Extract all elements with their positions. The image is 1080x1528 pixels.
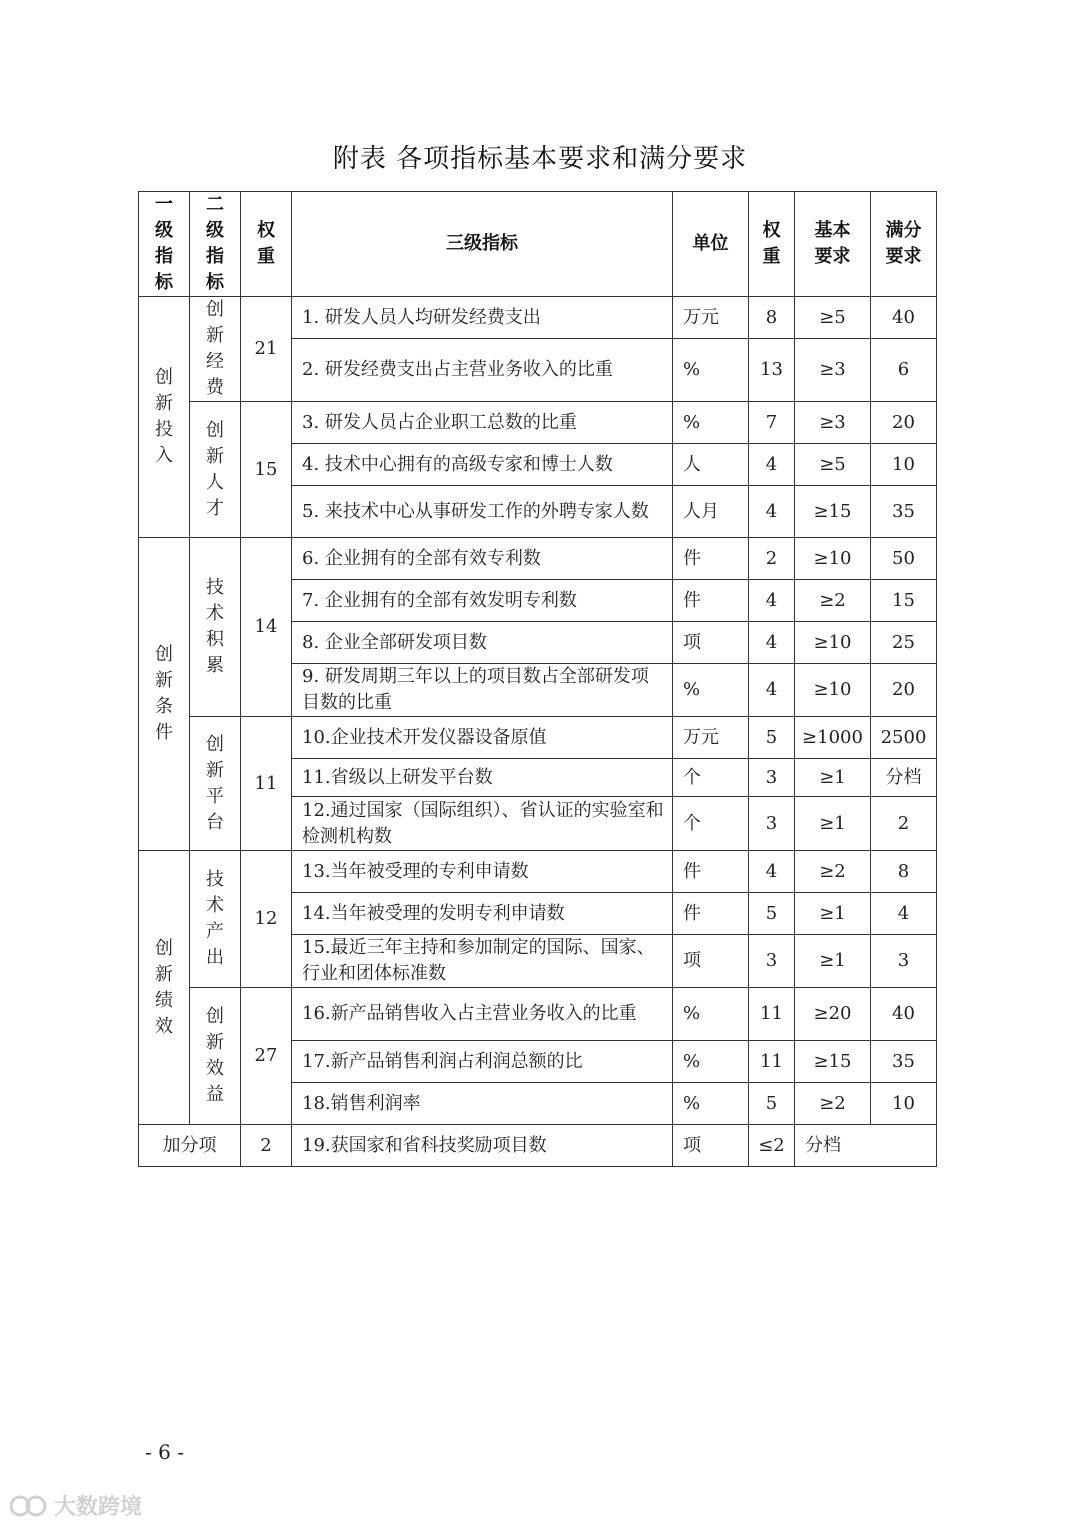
indicator-cell: 18.销售利润率 (292, 1083, 673, 1125)
indicator-cell: 19.获国家和省科技奖励项目数 (292, 1125, 673, 1167)
full-value: 40 (871, 297, 937, 339)
header-level3: 三级指标 (292, 192, 673, 297)
basic-value: ≥15 (795, 1041, 871, 1083)
full-value: 20 (871, 402, 937, 444)
level2-cell: 技术产出 (190, 851, 241, 988)
indicator-cell: 8. 企业全部研发项目数 (292, 622, 673, 664)
unit-cell: % (673, 402, 749, 444)
level2-cell: 技术积累 (190, 538, 241, 717)
watermark-logo-icon (10, 1493, 50, 1519)
unit-cell: 人月 (673, 486, 749, 538)
indicator-table (138, 191, 937, 1167)
weight-cell: 21 (241, 297, 292, 402)
watermark (10, 1490, 142, 1521)
weight-value: 4 (749, 444, 795, 486)
indicator-cell: 14.当年被受理的发明专利申请数 (292, 893, 673, 935)
weight-value: 3 (749, 935, 795, 988)
table-row (139, 538, 937, 580)
unit-cell: 项 (673, 935, 749, 988)
weight-value: 3 (749, 759, 795, 797)
full-value: 40 (871, 988, 937, 1041)
indicator-cell: 13.当年被受理的专利申请数 (292, 851, 673, 893)
basic-value: ≥2 (795, 580, 871, 622)
unit-cell: % (673, 1083, 749, 1125)
unit-cell: % (673, 664, 749, 717)
weight-cell: 14 (241, 538, 292, 717)
full-value: 35 (871, 1041, 937, 1083)
unit-cell: 件 (673, 580, 749, 622)
weight-value: 11 (749, 1041, 795, 1083)
basic-value: ≥20 (795, 988, 871, 1041)
weight-value: 3 (749, 797, 795, 851)
level1-cell: 创新投入 (139, 297, 190, 538)
level1-cell: 创新条件 (139, 538, 190, 851)
indicator-cell: 10.企业技术开发仪器设备原值 (292, 717, 673, 759)
table-row (139, 988, 937, 1041)
basic-value: ≥10 (795, 664, 871, 717)
header-level2: 二级指标 (190, 192, 241, 297)
weight-value: 8 (749, 297, 795, 339)
weight-value: 4 (749, 664, 795, 717)
full-value: 20 (871, 664, 937, 717)
weight-cell: 12 (241, 851, 292, 988)
basic-value: 分档 (795, 1125, 937, 1167)
basic-value: ≥2 (795, 1083, 871, 1125)
full-value: 8 (871, 851, 937, 893)
page-title: 附表 各项指标基本要求和满分要求 (332, 144, 748, 174)
full-value: 6 (871, 339, 937, 402)
weight-value: 4 (749, 486, 795, 538)
unit-cell: % (673, 1041, 749, 1083)
indicator-cell: 9. 研发周期三年以上的项目数占全部研发项目数的比重 (292, 664, 673, 717)
level2-cell: 创新效益 (190, 988, 241, 1125)
indicator-cell: 11.省级以上研发平台数 (292, 759, 673, 797)
header-row (139, 192, 937, 297)
unit-cell: 个 (673, 759, 749, 797)
indicator-cell: 3. 研发人员占企业职工总数的比重 (292, 402, 673, 444)
level2-cell: 创新人才 (190, 402, 241, 538)
unit-cell: 项 (673, 622, 749, 664)
unit-cell: 项 (673, 1125, 749, 1167)
indicator-cell: 2. 研发经费支出占主营业务收入的比重 (292, 339, 673, 402)
unit-cell: 万元 (673, 717, 749, 759)
basic-value: ≥10 (795, 622, 871, 664)
full-value: 15 (871, 580, 937, 622)
full-value: 2500 (871, 717, 937, 759)
table-row (139, 717, 937, 759)
weight-value: 11 (749, 988, 795, 1041)
full-value: 10 (871, 1083, 937, 1125)
weight-cell: 27 (241, 988, 292, 1125)
full-value: 4 (871, 893, 937, 935)
basic-value: ≥1 (795, 797, 871, 851)
indicator-cell: 5. 来技术中心从事研发工作的外聘专家人数 (292, 486, 673, 538)
table-row (139, 851, 937, 893)
indicator-cell: 15.最近三年主持和参加制定的国际、国家、行业和团体标准数 (292, 935, 673, 988)
table-row (139, 402, 937, 444)
weight-value: 5 (749, 893, 795, 935)
indicator-cell: 6. 企业拥有的全部有效专利数 (292, 538, 673, 580)
unit-cell: 个 (673, 797, 749, 851)
level2-cell: 创新平台 (190, 717, 241, 851)
weight-value: 13 (749, 339, 795, 402)
weight-value: 4 (749, 622, 795, 664)
full-value: 3 (871, 935, 937, 988)
basic-value: ≥1 (795, 759, 871, 797)
basic-value: ≥3 (795, 402, 871, 444)
header-full: 满分要求 (871, 192, 937, 297)
indicator-cell: 17.新产品销售利润占利润总额的比 (292, 1041, 673, 1083)
unit-cell: 万元 (673, 297, 749, 339)
indicator-cell: 16.新产品销售收入占主营业务收入的比重 (292, 988, 673, 1041)
bonus-row (139, 1125, 937, 1167)
basic-value: ≥5 (795, 444, 871, 486)
weight-value: 2 (749, 538, 795, 580)
basic-value: ≥5 (795, 297, 871, 339)
basic-value: ≥1000 (795, 717, 871, 759)
header-unit: 单位 (673, 192, 749, 297)
basic-value: ≥10 (795, 538, 871, 580)
weight-value: 4 (749, 580, 795, 622)
header-basic: 基本要求 (795, 192, 871, 297)
weight-value: 7 (749, 402, 795, 444)
full-value: 50 (871, 538, 937, 580)
weight-cell: 15 (241, 402, 292, 538)
unit-cell: 件 (673, 893, 749, 935)
weight-cell: 11 (241, 717, 292, 851)
unit-cell: 人 (673, 444, 749, 486)
full-value: 2 (871, 797, 937, 851)
page-number: - 6 - (145, 1440, 184, 1464)
indicator-cell: 12.通过国家（国际组织）、省认证的实验室和检测机构数 (292, 797, 673, 851)
header-level1: 一级指标 (139, 192, 190, 297)
basic-value: ≥1 (795, 893, 871, 935)
full-value: 25 (871, 622, 937, 664)
basic-value: ≥2 (795, 851, 871, 893)
indicator-cell: 1. 研发人员人均研发经费支出 (292, 297, 673, 339)
table-row (139, 297, 937, 339)
bonus-label: 加分项 (139, 1125, 241, 1167)
full-value: 35 (871, 486, 937, 538)
weight-value: 5 (749, 717, 795, 759)
weight-value: ≤2 (749, 1125, 795, 1167)
basic-value: ≥3 (795, 339, 871, 402)
basic-value: ≥1 (795, 935, 871, 988)
indicator-cell: 7. 企业拥有的全部有效发明专利数 (292, 580, 673, 622)
weight-cell: 2 (241, 1125, 292, 1167)
unit-cell: % (673, 339, 749, 402)
unit-cell: % (673, 988, 749, 1041)
header-weight2: 权重 (749, 192, 795, 297)
watermark-text: 大数跨境 (54, 1495, 143, 1520)
level2-cell: 创新经费 (190, 297, 241, 402)
basic-value: ≥15 (795, 486, 871, 538)
indicator-cell: 4. 技术中心拥有的高级专家和博士人数 (292, 444, 673, 486)
level1-cell: 创新绩效 (139, 851, 190, 1125)
weight-value: 4 (749, 851, 795, 893)
unit-cell: 件 (673, 851, 749, 893)
full-value: 10 (871, 444, 937, 486)
unit-cell: 件 (673, 538, 749, 580)
weight-value: 5 (749, 1083, 795, 1125)
full-value: 分档 (871, 759, 937, 797)
header-weight: 权重 (241, 192, 292, 297)
